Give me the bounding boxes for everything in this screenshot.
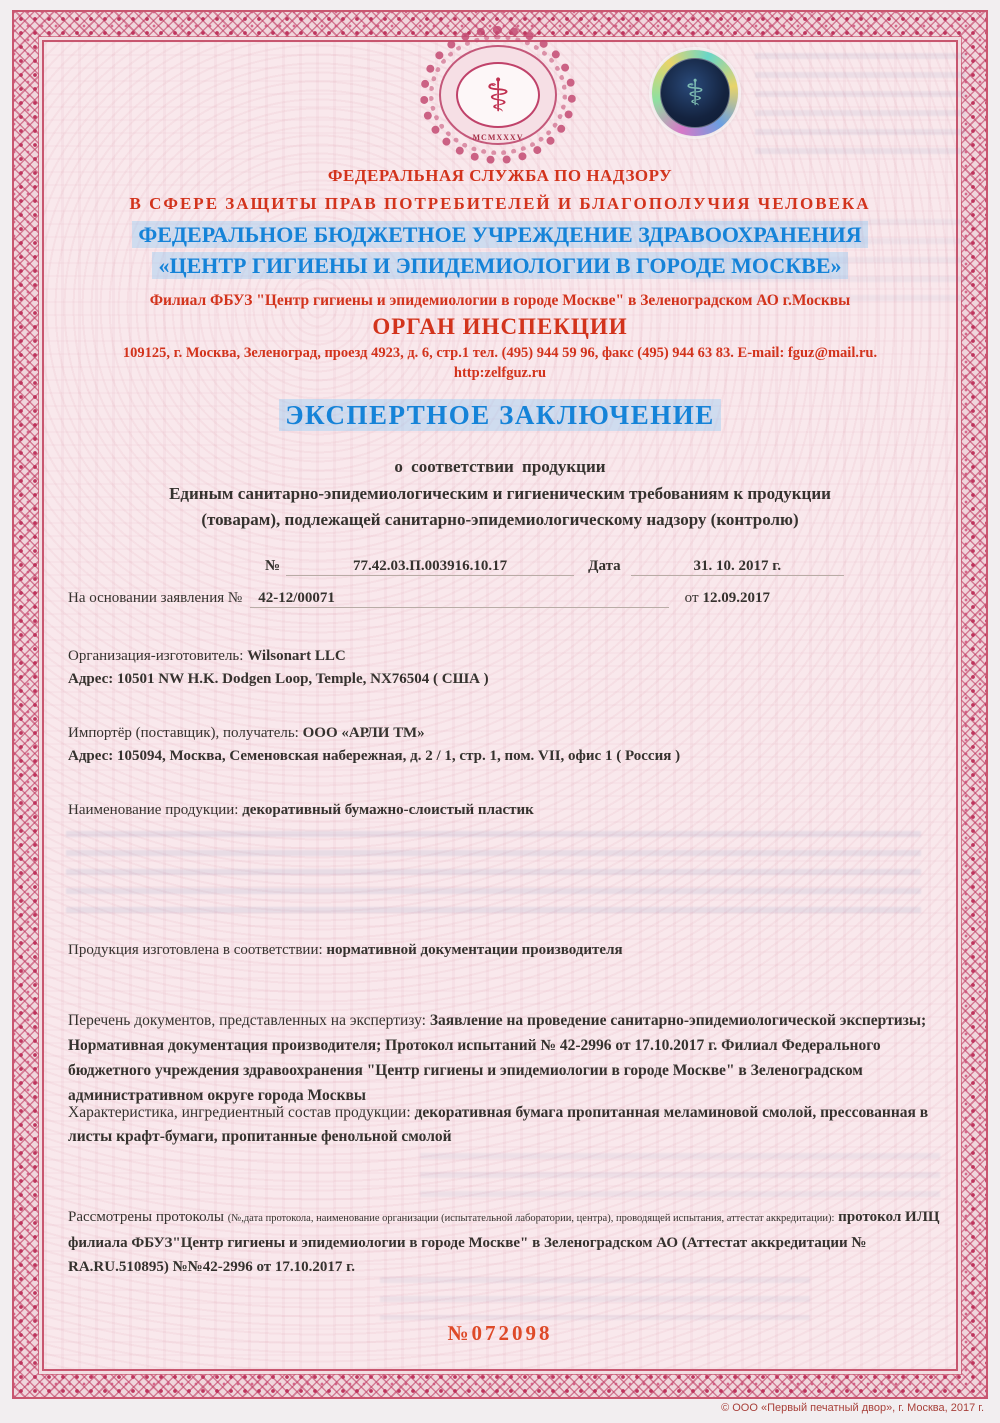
protocols-note: (№,дата протокола, наименование организации (испытательной лаборатории, центра), проводящей испытания, аттестат аккредитации): [227,1213,835,1224]
stamp-core [456,62,540,128]
stamp-motto: МСМХХХV [472,133,524,142]
importer-value: ООО «АРЛИ ТМ» [302,725,425,741]
composition-value: декоративная бумага пропитанная меламиновой смолой, прессованная в листы крафт-бумаги, пропитанные фенольной смолой [68,1104,929,1145]
composition-block [68,1101,942,1149]
document-title [50,399,950,433]
branch-name: Филиал ФБУЗ "Центр гигиены и эпидемиологии в городе Москве" в Зеленоградском АО г.Москвы [149,292,851,309]
serial-number: №072098 [447,1321,553,1345]
org-name-line2 [50,252,950,280]
product-label: Наименование продукции: [68,802,239,818]
documents-value: Заявление на проведение санитарно-эпидемиологической экспертизы; Нормативная документация производителя; Протокол испытаний № 42-2996 от 17.10.2017 г. Филиал Федерального бюджетного учреждения здравоохранения "Центр гигиены и эпидемиологии в городе Москве" в Зеленоградском административном округе города Москвы [68,1012,927,1104]
application-label: На основании заявления № [68,590,243,606]
title-subline2: Единым санитарно-эпидемиологическим и гигиеническим требованиям к продукции [169,484,831,503]
hologram-seal [652,50,738,136]
standard-label: Продукция изготовлена в соответствии: [68,942,323,958]
org-name-line1 [50,221,950,249]
protocols-block [68,1205,942,1279]
documents-block [68,1008,942,1108]
website-line: http:zelfguz.ru [453,365,547,381]
inspection-stamp [420,26,576,164]
standard-value: нормативной документации производителя [326,942,623,958]
date-label: Дата [588,558,621,574]
number-label: № [265,558,281,574]
registration-row [265,558,850,576]
hygieia-bowl-icon: ⚕ [485,68,511,122]
agency-name-line2: В СФЕРЕ ЗАЩИТЫ ПРАВ ПОТРЕБИТЕЛЕЙ И БЛАГОПОЛУЧИЯ ЧЕЛОВЕКА [129,194,871,213]
composition-label: Характеристика, ингредиентный состав продукции: [68,1104,411,1121]
title-subline3: (товарам), подлежащей санитарно-эпидемиологическому надзору (контролю) [201,510,799,529]
from-label: от [684,590,699,606]
importer-block [68,722,942,768]
certificate-date: 31. 10. 2017 г. [631,558,844,576]
manufacturer-value: Wilsonart LLC [247,648,346,664]
certificate-number: 77.42.03.П.003916.10.17 [286,558,574,576]
protocols-label: Рассмотрены протоколы [68,1209,224,1225]
application-row [68,590,770,608]
org-name-line2-text: «ЦЕНТР ГИГИЕНЫ И ЭПИДЕМИОЛОГИИ В ГОРОДЕ МОСКВЕ» [152,252,847,279]
document-title-text: ЭКСПЕРТНОЕ ЗАКЛЮЧЕНИЕ [279,399,720,431]
print-house-copyright: © ООО «Первый печатный двор», г. Москва, 2017 г. [721,1402,984,1414]
manufacturer-address-value: 10501 NW H.K. Dodgen Loop, Temple, NX76504 ( США ) [117,671,489,687]
inspection-body-name: ОРГАН ИНСПЕКЦИИ [372,314,628,339]
importer-address-value: 105094, Москва, Семеновская набережная, д. 2 / 1, стр. 1, пом. VII, офис 1 ( Россия ) [117,748,681,764]
manufacturer-block [68,645,942,691]
manufacturer-address-label: Адрес: [68,671,114,687]
hologram-core [660,58,730,128]
agency-name-line1: ФЕДЕРАЛЬНАЯ СЛУЖБА ПО НАДЗОРУ [327,166,673,185]
org-name-line1-text: ФЕДЕРАЛЬНОЕ БЮДЖЕТНОЕ УЧРЕЖДЕНИЕ ЗДРАВООХРАНЕНИЯ [132,221,867,248]
hologram-emblem-icon: ⚕ [685,72,705,114]
application-date: 12.09.2017 [702,590,770,606]
protocols-value: протокол ИЛЦ филиала ФБУЗ"Центр гигиены и эпидемиологии в городе Москве" в Зеленоградском АО (Аттестат аккредитации № RA.RU.510895) №№42-2996 от 17.10.2017 г. [68,1209,940,1275]
importer-address-label: Адрес: [68,748,114,764]
standard-block [68,939,942,962]
manufacturer-label: Организация-изготовитель: [68,648,244,664]
product-value: декоративный бумажно-слоистый пластик [242,802,534,818]
title-subline1: о соответствии продукции [394,457,606,476]
documents-label: Перечень документов, представленных на экспертизу: [68,1012,426,1029]
application-number: 42-12/00071 [250,590,668,608]
contact-line: 109125, г. Москва, Зеленоград, проезд 4923, д. 6, стр.1 тел. (495) 944 59 96, факс (495) 944 63 83. E-mail: fguz@mail.ru. [122,345,878,361]
importer-label: Импортёр (поставщик), получатель: [68,725,299,741]
product-block [68,799,942,822]
